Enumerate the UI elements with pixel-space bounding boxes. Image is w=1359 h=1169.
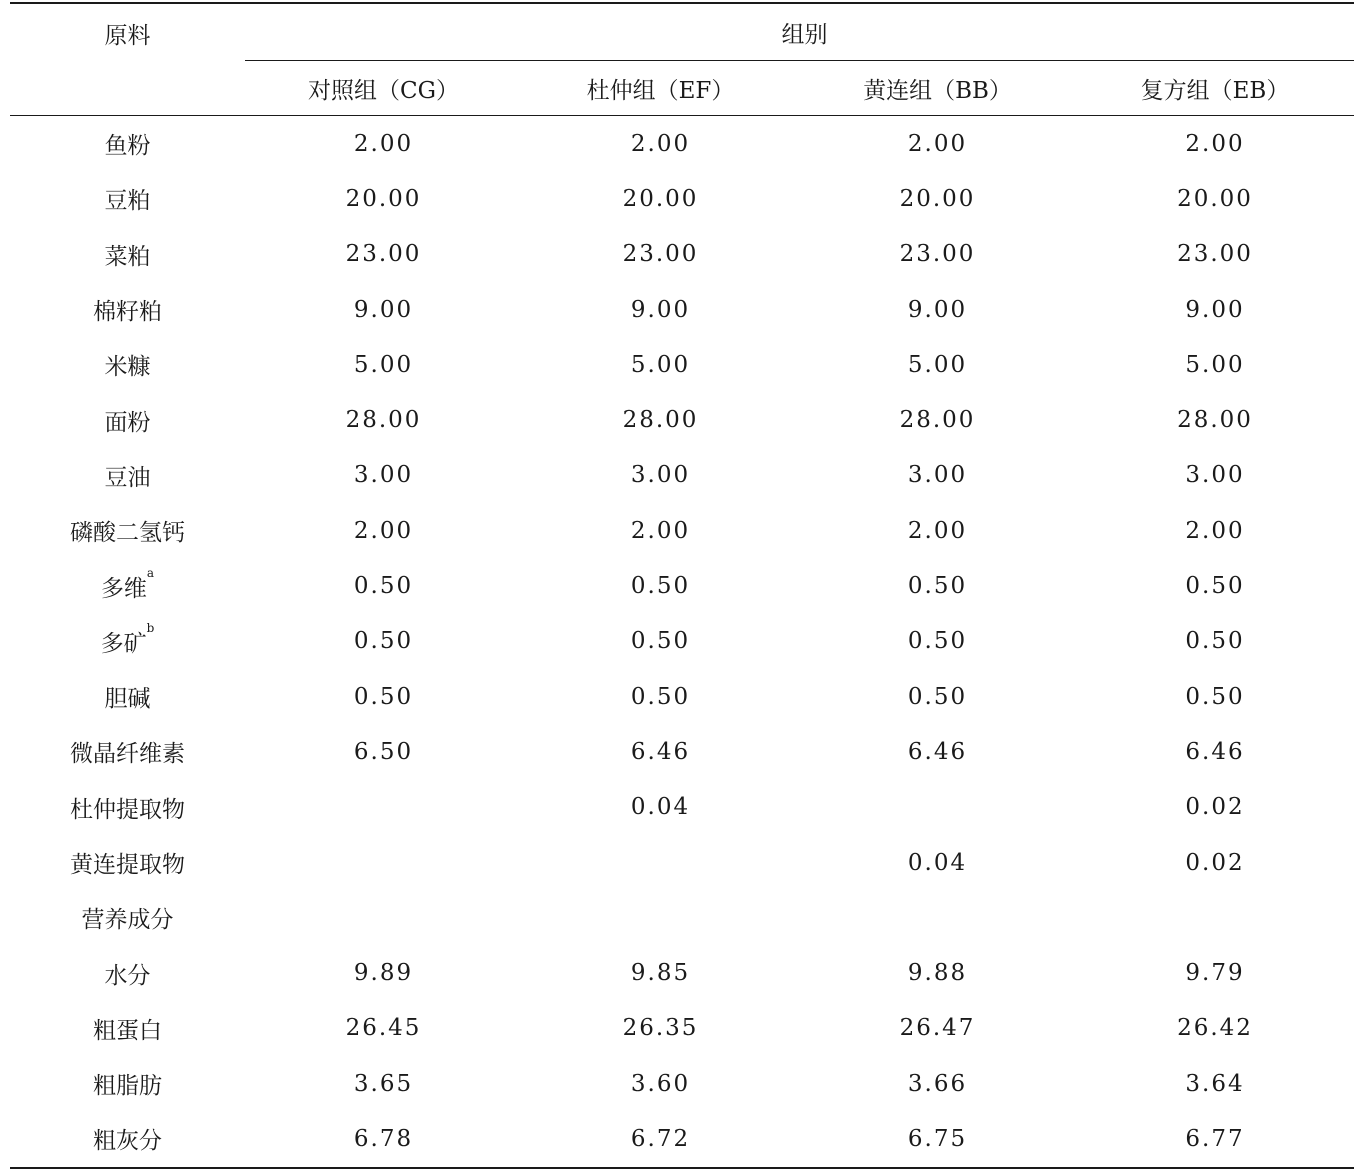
- feed-formulation-table-container: [10, 2, 1354, 1169]
- value-cell: 6.46: [907, 738, 968, 765]
- value-cell: [799, 890, 1076, 945]
- table-row: [10, 558, 1354, 613]
- table-body: [10, 116, 1354, 1168]
- value-cell: 2.00: [1185, 517, 1245, 544]
- raw-material-name: [10, 724, 245, 779]
- value-cell: 28.00: [1177, 407, 1253, 434]
- value-cell: 28.00: [899, 407, 976, 434]
- raw-material-label: 杜仲提取物: [70, 796, 185, 823]
- column-header-eb: 复方组（EB）: [1076, 61, 1354, 116]
- raw-material-name: [10, 835, 245, 890]
- value-cell: 0.04: [907, 849, 968, 876]
- table-row: [10, 171, 1354, 226]
- value-cell: 0.02: [1185, 794, 1245, 821]
- value-cell: 26.47: [899, 1015, 976, 1042]
- raw-material-label: 菜粕: [104, 243, 151, 270]
- table-row: [10, 890, 1354, 945]
- value-cell: 28.00: [345, 407, 422, 434]
- value-cell: 0.50: [353, 573, 414, 600]
- value-cell: 5.00: [630, 351, 691, 378]
- raw-material-name: [10, 392, 245, 447]
- value-cell: 3.00: [907, 462, 968, 489]
- value-cell: 0.50: [1185, 683, 1245, 710]
- raw-material-name: [10, 890, 245, 945]
- value-cell: 20.00: [345, 185, 422, 212]
- value-cell: 20.00: [1177, 185, 1253, 212]
- column-header-cg: 对照组（CG）: [245, 61, 522, 116]
- raw-material-name: [10, 558, 245, 613]
- raw-material-label: 微晶纤维素: [70, 741, 185, 768]
- value-cell: [245, 890, 522, 945]
- raw-material-name: [10, 503, 245, 558]
- value-cell: 20.00: [622, 185, 699, 212]
- value-cell: 3.65: [353, 1070, 414, 1097]
- raw-material-label: 水分: [104, 962, 151, 989]
- value-cell: 0.02: [1185, 849, 1245, 876]
- value-cell: 23.00: [345, 241, 422, 268]
- footnote-marker: b: [146, 620, 155, 635]
- value-cell: [1076, 890, 1354, 945]
- raw-material-header-text: 原料: [104, 23, 151, 49]
- raw-material-label: 豆油: [104, 464, 151, 491]
- value-cell: 3.66: [907, 1070, 968, 1097]
- raw-material-label: 多维: [100, 575, 147, 602]
- value-cell: 2.00: [907, 517, 968, 544]
- table-row: [10, 337, 1354, 392]
- value-cell: 9.85: [630, 960, 691, 987]
- table-row: [10, 1001, 1354, 1056]
- value-cell: 0.04: [630, 794, 691, 821]
- table-row: [10, 724, 1354, 779]
- table-header: [10, 3, 1354, 116]
- value-cell: [799, 780, 1076, 835]
- raw-material-label: 粗脂肪: [93, 1073, 162, 1100]
- raw-material-label: 米糠: [104, 354, 151, 381]
- value-cell: 6.77: [1076, 1111, 1354, 1167]
- value-cell: 6.46: [1185, 738, 1245, 765]
- value-cell: 0.50: [630, 573, 691, 600]
- table-row: [10, 614, 1354, 669]
- value-cell: 9.00: [630, 296, 691, 323]
- value-cell: 26.42: [1177, 1015, 1253, 1042]
- table-row: [10, 1111, 1354, 1167]
- value-cell: 3.64: [1185, 1070, 1245, 1097]
- value-cell: [245, 835, 522, 890]
- value-cell: 3.00: [630, 462, 691, 489]
- value-cell: 0.50: [1185, 628, 1245, 655]
- value-cell: 0.50: [630, 683, 691, 710]
- value-cell: 2.00: [353, 517, 414, 544]
- footnote-marker: a: [146, 565, 155, 580]
- table-row: [10, 282, 1354, 337]
- value-cell: 23.00: [899, 241, 976, 268]
- table-row: [10, 669, 1354, 724]
- raw-material-label: 粗灰分: [93, 1128, 162, 1155]
- raw-material-name: [10, 780, 245, 835]
- raw-material-label: 多矿: [100, 630, 147, 657]
- table-row: [10, 780, 1354, 835]
- raw-material-name: [10, 669, 245, 724]
- value-cell: [245, 780, 522, 835]
- value-cell: 26.35: [622, 1015, 699, 1042]
- raw-material-label: 营养成分: [81, 907, 174, 934]
- raw-material-label: 棉籽粕: [93, 299, 162, 326]
- feed-formulation-table: [10, 2, 1354, 1169]
- value-cell: 0.50: [907, 628, 968, 655]
- table-row: [10, 392, 1354, 447]
- raw-material-name: [10, 614, 245, 669]
- value-cell: 23.00: [622, 241, 699, 268]
- raw-material-label: 豆粕: [104, 188, 151, 215]
- value-cell: 9.89: [353, 960, 414, 987]
- value-cell: 28.00: [622, 407, 699, 434]
- raw-material-header: [10, 3, 245, 116]
- raw-material-label: 面粉: [104, 409, 151, 436]
- value-cell: [522, 835, 799, 890]
- value-cell: 2.00: [630, 517, 691, 544]
- value-cell: 23.00: [1177, 241, 1253, 268]
- value-cell: 6.78: [245, 1111, 522, 1167]
- raw-material-name: [10, 1111, 245, 1167]
- raw-material-name: [10, 1001, 245, 1056]
- raw-material-label: 鱼粉: [104, 133, 151, 160]
- raw-material-name: [10, 337, 245, 392]
- value-cell: 9.88: [907, 960, 968, 987]
- value-cell: 0.50: [907, 573, 968, 600]
- value-cell: 6.50: [353, 738, 414, 765]
- value-cell: 2.00: [907, 130, 968, 157]
- value-cell: 9.00: [1185, 296, 1245, 323]
- table-row: [10, 116, 1354, 172]
- value-cell: 0.50: [353, 683, 414, 710]
- value-cell: [522, 890, 799, 945]
- raw-material-name: [10, 945, 245, 1000]
- value-cell: 3.00: [353, 462, 414, 489]
- raw-material-label: 粗蛋白: [93, 1017, 162, 1044]
- raw-material-name: [10, 282, 245, 337]
- table-row: [10, 835, 1354, 890]
- value-cell: 0.50: [907, 683, 968, 710]
- value-cell: 2.00: [353, 130, 414, 157]
- raw-material-label: 磷酸二氢钙: [70, 520, 185, 547]
- value-cell: 5.00: [353, 351, 414, 378]
- table-row: [10, 1056, 1354, 1111]
- raw-material-label: 黄连提取物: [70, 852, 185, 878]
- column-header-ef: 杜仲组（EF）: [522, 61, 799, 116]
- value-cell: 9.79: [1185, 960, 1245, 987]
- group-header: [245, 3, 1354, 61]
- value-cell: 9.00: [907, 296, 968, 323]
- raw-material-name: [10, 1056, 245, 1111]
- value-cell: 9.00: [353, 296, 414, 323]
- raw-material-name: [10, 448, 245, 503]
- table-row: [10, 945, 1354, 1000]
- table-row: [10, 503, 1354, 558]
- value-cell: 6.72: [522, 1111, 799, 1167]
- value-cell: 6.75: [799, 1111, 1076, 1167]
- raw-material-name: [10, 171, 245, 226]
- value-cell: 5.00: [907, 351, 968, 378]
- value-cell: 0.50: [353, 628, 414, 655]
- value-cell: 3.60: [630, 1070, 691, 1097]
- column-header-bb: 黄连组（BB）: [799, 61, 1076, 116]
- value-cell: 3.00: [1185, 462, 1245, 489]
- value-cell: 0.50: [630, 628, 691, 655]
- table-row: [10, 227, 1354, 282]
- group-header-text: 组别: [781, 21, 828, 48]
- value-cell: 20.00: [899, 185, 976, 212]
- value-cell: 5.00: [1185, 351, 1245, 378]
- raw-material-name: [10, 116, 245, 172]
- group-header-row: [10, 3, 1354, 61]
- raw-material-name: [10, 227, 245, 282]
- raw-material-label: 胆碱: [104, 686, 151, 713]
- value-cell: 2.00: [630, 130, 691, 157]
- value-cell: 0.50: [1185, 573, 1245, 600]
- value-cell: 26.45: [345, 1015, 422, 1042]
- value-cell: 6.46: [630, 738, 691, 765]
- value-cell: 2.00: [1185, 130, 1245, 157]
- table-row: [10, 448, 1354, 503]
